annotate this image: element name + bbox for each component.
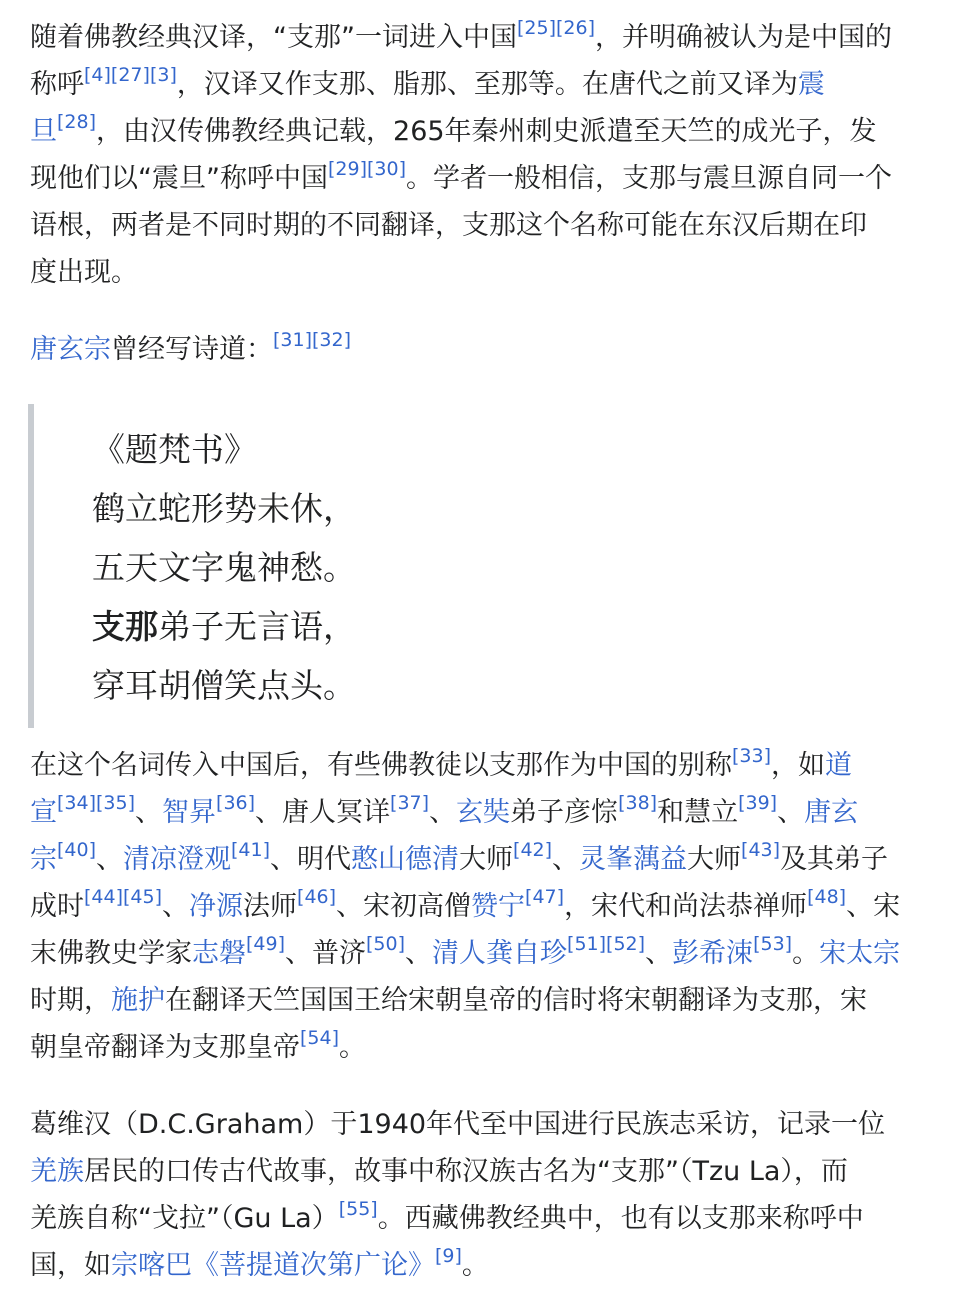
- text-run: 度出现。: [30, 257, 138, 288]
- citation-link[interactable]: [4]: [84, 64, 111, 87]
- reference-superscript: [567, 933, 606, 955]
- reference-superscript: [556, 17, 595, 39]
- reference-superscript: [216, 792, 255, 814]
- citation-link[interactable]: [33]: [732, 745, 772, 768]
- paragraph-buddhist-usage: [30, 742, 935, 1071]
- wiki-link[interactable]: 清人龚自珍: [432, 938, 568, 969]
- text-run: 、: [162, 891, 190, 922]
- text-run: ，并明确被认为是中国的: [595, 22, 893, 53]
- citation-link[interactable]: [26]: [556, 17, 596, 40]
- wiki-link[interactable]: 憨山德清: [351, 844, 460, 875]
- text-run: 大师: [687, 844, 742, 875]
- reference-superscript: [738, 792, 777, 814]
- text-run: 、普济: [285, 938, 367, 969]
- reference-superscript: [297, 886, 336, 908]
- reference-superscript: [435, 1245, 462, 1267]
- text-run: 现他们以“震旦”称呼中国: [30, 163, 328, 194]
- citation-link[interactable]: [38]: [618, 792, 658, 815]
- citation-link[interactable]: [53]: [753, 933, 793, 956]
- text-run: 、: [645, 938, 673, 969]
- reference-superscript: [300, 1027, 339, 1049]
- text-run: 法师: [243, 891, 298, 922]
- reference-superscript: [57, 111, 96, 133]
- citation-link[interactable]: [45]: [123, 886, 163, 909]
- reference-superscript: [513, 839, 552, 861]
- text-run: 葛维汉（D.C.Graham）于1940年代至中国进行民族志采访，记录一位: [30, 1109, 886, 1140]
- citation-link[interactable]: [55]: [338, 1198, 378, 1221]
- poem-line-3-rest: 弟子无言语，: [158, 607, 356, 646]
- reference-superscript: [618, 792, 657, 814]
- wiki-link[interactable]: 志磐: [192, 938, 246, 969]
- text-run: 。: [792, 938, 820, 969]
- reference-superscript: [84, 886, 123, 908]
- reference-superscript: [246, 933, 285, 955]
- wiki-link[interactable]: 旦: [30, 116, 57, 147]
- citation-link[interactable]: [34]: [57, 792, 97, 815]
- citation-link[interactable]: [52]: [606, 933, 646, 956]
- reference-superscript: [732, 745, 771, 767]
- wiki-link[interactable]: 赞宁: [471, 891, 526, 922]
- wiki-link[interactable]: 彭希涑: [672, 938, 754, 969]
- reference-superscript: [606, 933, 645, 955]
- text-run: 语根，两者是不同时期的不同翻译，支那这个名称可能在东汉后期在印: [30, 210, 867, 241]
- reference-superscript: [366, 933, 405, 955]
- text-run: 。: [461, 1250, 489, 1281]
- reference-superscript: [111, 64, 150, 86]
- wiki-link[interactable]: 智昇: [162, 797, 217, 828]
- text-run: 在翻译天竺国国王给宋朝皇帝的信时将宋朝翻译为支那，宋: [165, 985, 867, 1016]
- citation-link[interactable]: [40]: [57, 839, 97, 862]
- poem-bold-term: 支那: [92, 607, 158, 646]
- reference-superscript: [517, 17, 556, 39]
- text-run: ，由汉传佛教经典记载，265年秦州刺史派遣至天竺的成光子，发: [96, 116, 877, 147]
- reference-superscript: [96, 792, 135, 814]
- citation-link[interactable]: [32]: [312, 329, 352, 352]
- citation-link[interactable]: [35]: [96, 792, 136, 815]
- text-run: 大师: [459, 844, 514, 875]
- paragraph-qiang-tibet: [30, 1101, 935, 1289]
- reference-superscript: [84, 64, 111, 86]
- citation-link[interactable]: [39]: [738, 792, 778, 815]
- wiki-link[interactable]: 净源: [189, 891, 244, 922]
- wiki-link[interactable]: 清凉澄观: [123, 844, 232, 875]
- text-run: 、: [777, 797, 805, 828]
- wiki-link[interactable]: 施护: [111, 985, 165, 1016]
- text-run: 、: [135, 797, 163, 828]
- text-run: 在这个名词传入中国后，有些佛教徒以支那作为中国的别称: [30, 750, 732, 781]
- citation-link[interactable]: [29]: [327, 158, 367, 181]
- citation-link[interactable]: [43]: [741, 839, 781, 862]
- reference-superscript: [312, 329, 351, 351]
- wiki-link[interactable]: 唐玄宗: [30, 334, 111, 365]
- text-run: 曾经写诗道：: [111, 334, 273, 365]
- text-run: 羌族自称“戈拉”（Gu La）: [30, 1203, 339, 1234]
- citation-link[interactable]: [9]: [435, 1245, 462, 1268]
- text-run: 称呼: [30, 69, 84, 100]
- paragraph-etymology: [30, 14, 935, 296]
- wiki-link[interactable]: 宗喀巴: [111, 1250, 192, 1281]
- citation-link[interactable]: [46]: [297, 886, 337, 909]
- wiki-link[interactable]: 《菩提道次第广论》: [192, 1250, 435, 1281]
- text-run: 和慧立: [657, 797, 739, 828]
- text-run: 朝皇帝翻译为支那皇帝: [30, 1032, 300, 1063]
- citation-link[interactable]: [44]: [84, 886, 124, 909]
- text-run: 。西藏佛教经典中，也有以支那来称呼中: [377, 1203, 864, 1234]
- reference-superscript: [57, 792, 96, 814]
- text-run: 。学者一般相信，支那与震旦源自同一个: [406, 163, 893, 194]
- blockquote-bar: [28, 404, 34, 728]
- citation-link[interactable]: [54]: [300, 1027, 340, 1050]
- text-run: ，宋代和尚法恭禅师: [564, 891, 808, 922]
- wiki-link[interactable]: 羌族: [30, 1156, 84, 1187]
- citation-link[interactable]: [51]: [567, 933, 607, 956]
- text-run: 。: [339, 1032, 367, 1063]
- reference-superscript: [753, 933, 792, 955]
- citation-link[interactable]: [27]: [110, 64, 150, 87]
- wiki-link[interactable]: 道: [825, 750, 853, 781]
- citation-link[interactable]: [3]: [149, 64, 177, 87]
- citation-link[interactable]: [30]: [367, 158, 407, 181]
- wiki-link[interactable]: 宗: [30, 844, 57, 875]
- poem-line-1: 鹤立蛇形势未休，: [92, 489, 356, 528]
- text-run: 、宋: [846, 891, 901, 922]
- text-run: 、宋初高僧: [336, 891, 472, 922]
- text-run: 成时: [30, 891, 84, 922]
- wiki-link[interactable]: 宣: [30, 797, 57, 828]
- reference-superscript: [367, 158, 406, 180]
- text-run: 末佛教史学家: [30, 938, 192, 969]
- text-run: 、: [429, 797, 457, 828]
- text-run: ，如: [771, 750, 826, 781]
- wiki-link[interactable]: 震: [797, 69, 825, 100]
- text-run: 居民的口传古代故事，故事中称汉族古名为“支那”（Tzu La），而: [84, 1156, 848, 1187]
- reference-superscript: [123, 886, 162, 908]
- text-run: 国，如: [30, 1250, 111, 1281]
- reference-superscript: [150, 64, 177, 86]
- text-run: 及其弟子: [780, 844, 889, 875]
- citation-link[interactable]: [41]: [231, 839, 271, 862]
- reference-superscript: [328, 158, 367, 180]
- citation-link[interactable]: [37]: [390, 792, 430, 815]
- text-run: 、明代: [270, 844, 352, 875]
- text-run: 、: [405, 938, 433, 969]
- reference-superscript: [273, 329, 312, 351]
- poem-line-2: 五天文字鬼神愁。: [92, 548, 356, 587]
- wiki-link[interactable]: 玄奘: [456, 797, 511, 828]
- paragraph-tang-xuanzong: [30, 326, 935, 373]
- poem-line-4: 穿耳胡僧笑点头。: [92, 666, 356, 705]
- reference-superscript: [231, 839, 270, 861]
- text-run: 、: [96, 844, 124, 875]
- reference-superscript: [741, 839, 780, 861]
- wiki-link[interactable]: 灵峯蕅益: [579, 844, 688, 875]
- citation-link[interactable]: [28]: [57, 111, 97, 134]
- wiki-link[interactable]: 唐玄: [804, 797, 859, 828]
- reference-superscript: [807, 886, 846, 908]
- reference-superscript: [525, 886, 564, 908]
- citation-link[interactable]: [42]: [513, 839, 553, 862]
- text-run: ，汉译又作支那、脂那、至那等。在唐代之前又译为: [176, 69, 798, 100]
- text-run: 时期，: [30, 985, 111, 1016]
- poem-blockquote: [92, 420, 356, 715]
- text-run: 、: [552, 844, 580, 875]
- poem-title: 《题梵书》: [92, 430, 257, 469]
- citation-link[interactable]: [48]: [807, 886, 847, 909]
- citation-link[interactable]: [50]: [366, 933, 406, 956]
- citation-link[interactable]: [47]: [525, 886, 565, 909]
- citation-link[interactable]: [31]: [273, 329, 313, 352]
- citation-link[interactable]: [25]: [516, 17, 556, 40]
- text-run: 弟子彦悰: [510, 797, 619, 828]
- reference-superscript: [339, 1198, 378, 1220]
- citation-link[interactable]: [36]: [216, 792, 256, 815]
- poem-line-3: [92, 597, 356, 656]
- text-run: 随着佛教经典汉译，“支那”一词进入中国: [30, 22, 517, 53]
- wiki-link[interactable]: 宋太宗: [819, 938, 901, 969]
- citation-link[interactable]: [49]: [246, 933, 286, 956]
- reference-superscript: [57, 839, 96, 861]
- text-run: 、唐人冥详: [255, 797, 391, 828]
- reference-superscript: [390, 792, 429, 814]
